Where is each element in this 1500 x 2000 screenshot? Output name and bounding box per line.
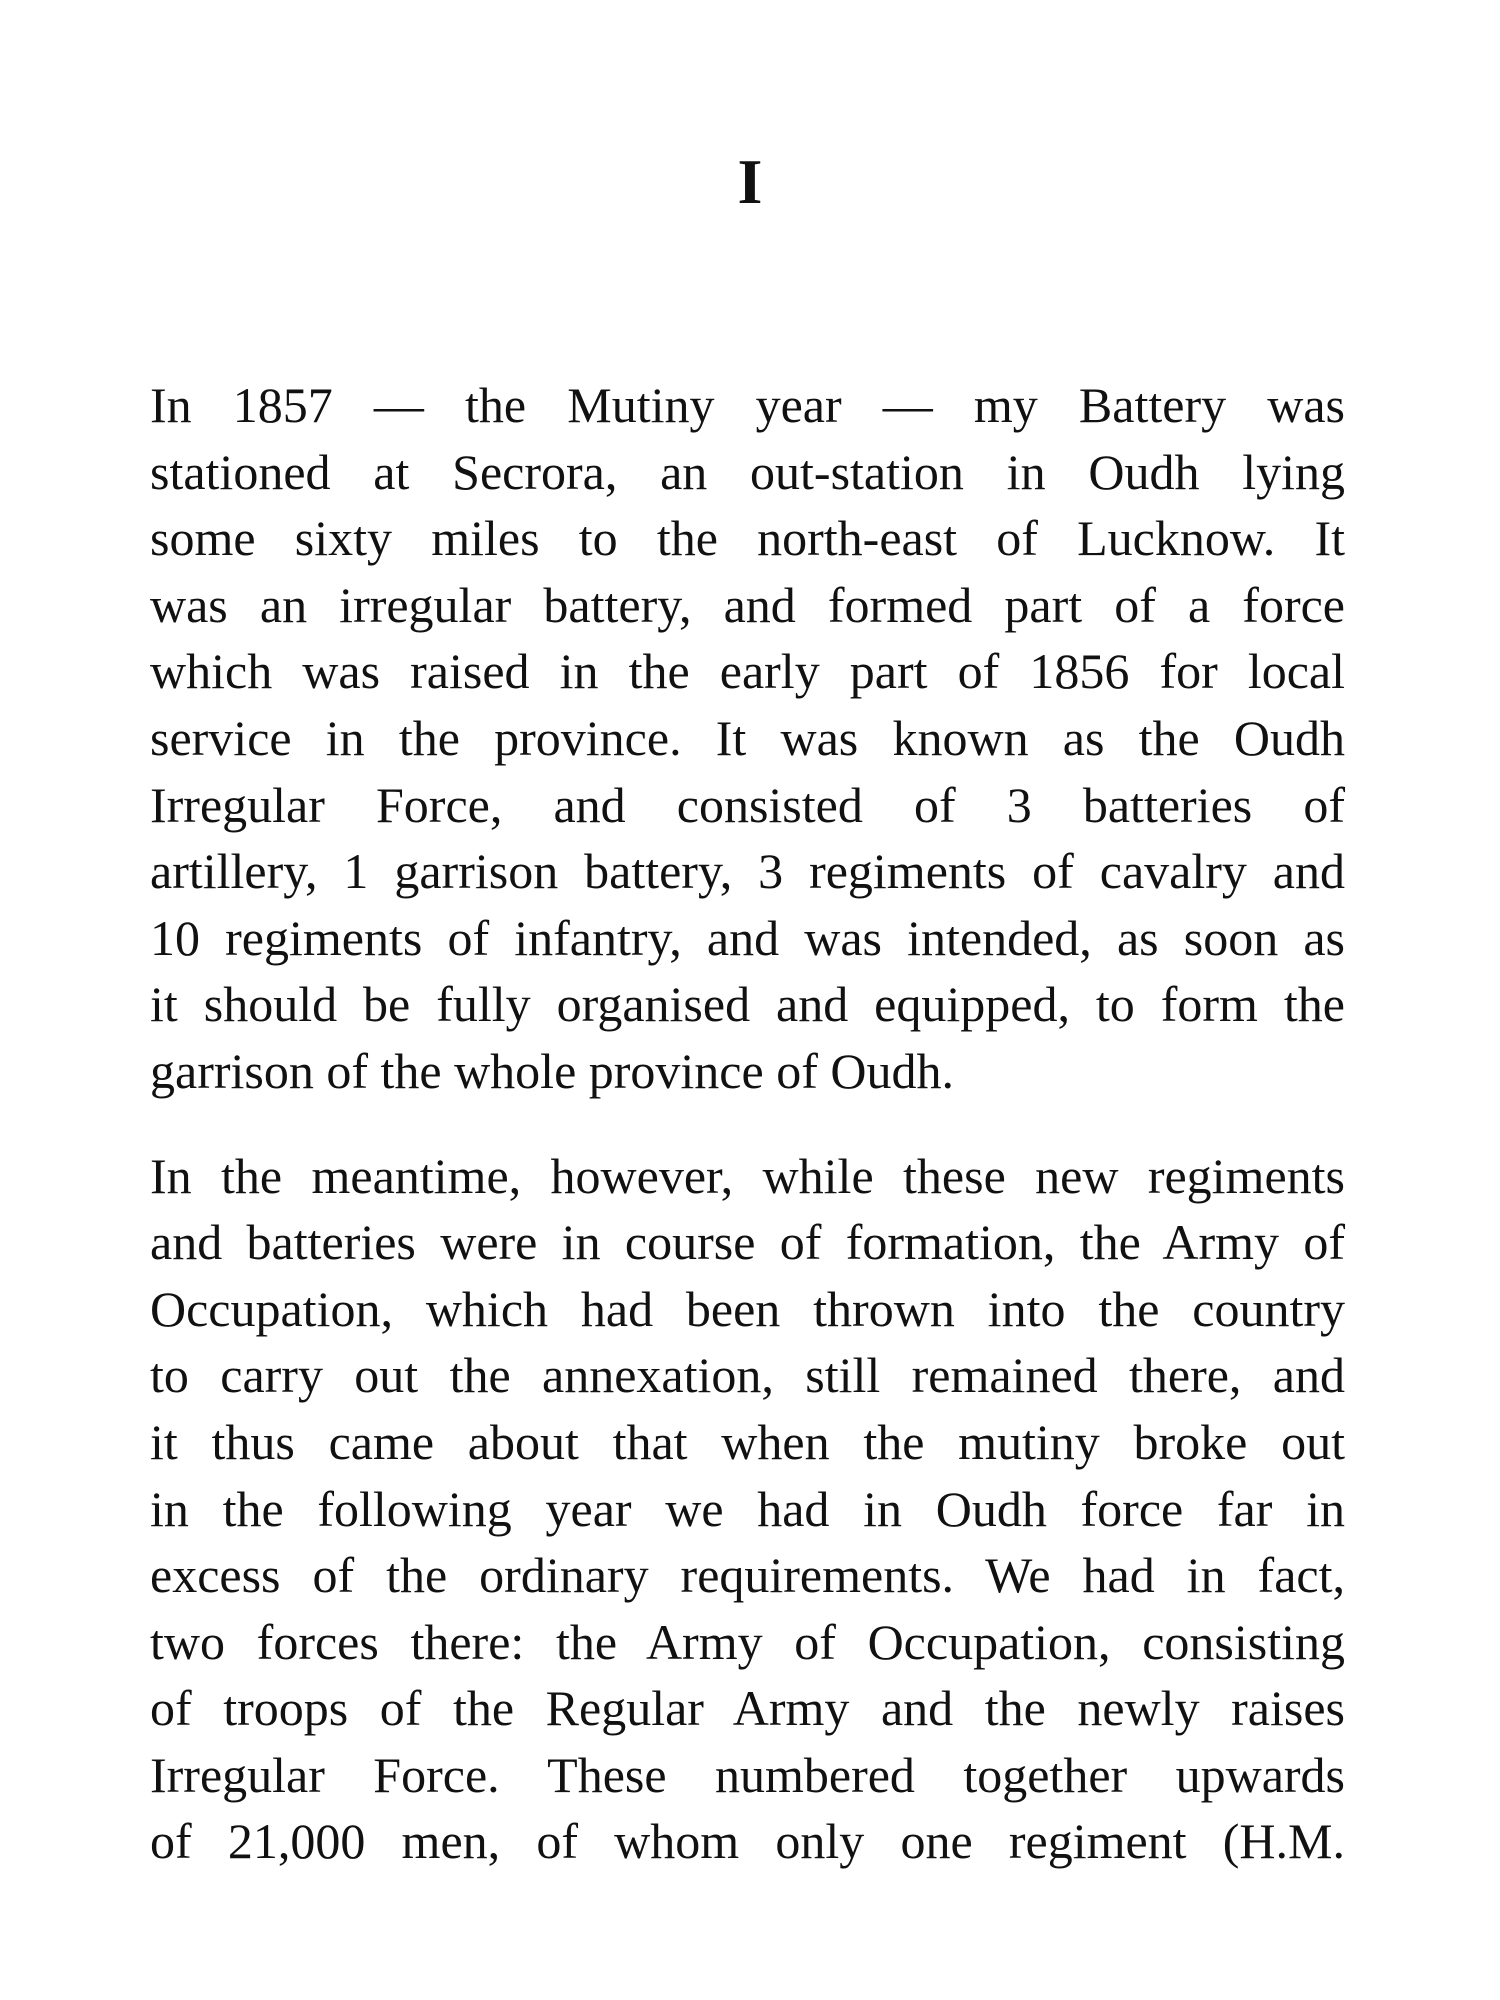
text-line: two forces there: the Army of Occupation, consisting bbox=[150, 1613, 1345, 1670]
text-line: was an irregular battery, and formed part of a force bbox=[150, 576, 1345, 633]
chapter-heading: I bbox=[737, 146, 763, 217]
text-line: in the following year we had in Oudh force far in bbox=[150, 1480, 1345, 1537]
text-line: it should be fully organised and equipped, to form the bbox=[150, 976, 1345, 1033]
text-line: Occupation, which had been thrown into the country bbox=[150, 1280, 1345, 1337]
text-line: which was raised in the early part of 1856 for local bbox=[150, 643, 1345, 700]
text-line: some sixty miles to the north-east of Lucknow. It bbox=[150, 510, 1345, 567]
text-line: it thus came about that when the mutiny broke out bbox=[150, 1413, 1345, 1470]
text-line: of troops of the Regular Army and the newly raises bbox=[150, 1680, 1345, 1737]
text-line: stationed at Secrora, an out-station in Oudh lying bbox=[150, 443, 1345, 500]
text-line: garrison of the whole province of Oudh. bbox=[150, 1042, 954, 1099]
text-line: excess of the ordinary requirements. We had in fact, bbox=[150, 1547, 1345, 1604]
text-line: of 21,000 men, of whom only one regiment (H.M. bbox=[150, 1813, 1345, 1870]
body-text bbox=[150, 372, 1345, 1875]
text-line: artillery, 1 garrison battery, 3 regiments of cavalry and bbox=[150, 843, 1345, 900]
text-line: 10 regiments of infantry, and was intended, as soon as bbox=[150, 909, 1345, 966]
paragraph-1 bbox=[150, 372, 1345, 1105]
text-line: Irregular Force. These numbered together upwards bbox=[150, 1746, 1345, 1803]
text-line: service in the province. It was known as the Oudh bbox=[150, 709, 1345, 766]
text-line: In 1857 — the Mutiny year — my Battery was bbox=[150, 377, 1345, 433]
text-line: Irregular Force, and consisted of 3 batteries of bbox=[150, 776, 1345, 833]
paragraph-2 bbox=[150, 1143, 1345, 1876]
text-line: to carry out the annexation, still remained there, and bbox=[150, 1347, 1345, 1404]
text-line: In the meantime, however, while these new regiments bbox=[150, 1147, 1345, 1204]
text-line: and batteries were in course of formation, the Army of bbox=[150, 1214, 1345, 1271]
